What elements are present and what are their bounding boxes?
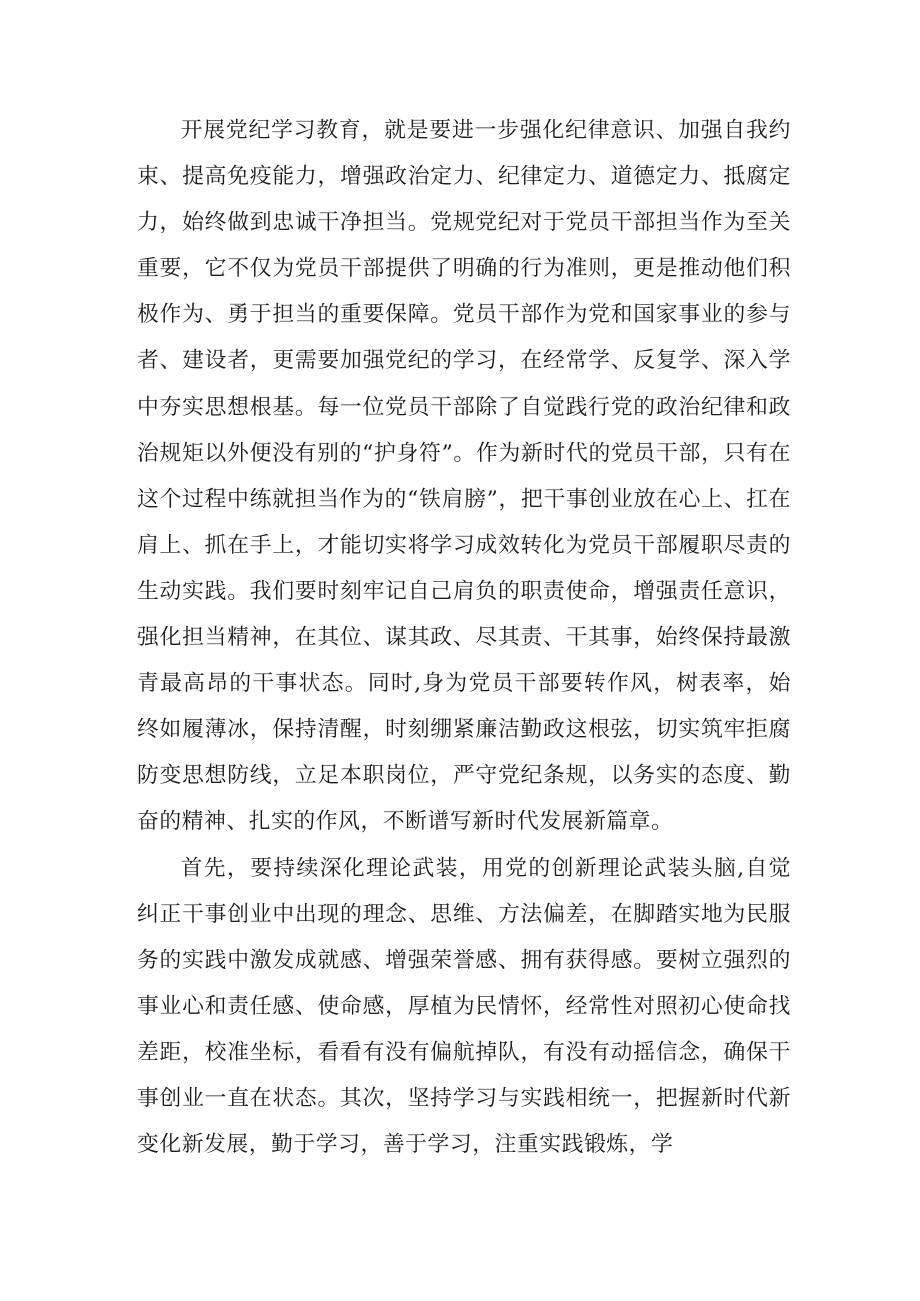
document-body [137,108,791,1168]
paragraph-1: 开展党纪学习教育，就是要进一步强化纪律意识、加强自我约束、提高免疫能力，增强政治定力、纪律定力、道德定力、抵腐定力，始终做到忠诚干净担当。党规党纪对于党员干部担当作为至关重要，它不仅为党员干部提供了明确的行为准则，更是推动他们积极作为、勇于担当的重要保障。党员干部作为党和国家事业的参与者、建设者，更需要加强党纪的学习，在经常学、反复学、深入学中夯实思想根基。每一位党员干部除了自觉践行党的政治纪律和政治规矩以外便没有别的“护身符”。作为新时代的党员干部，只有在这个过程中练就担当作为的“铁肩膀”，把干事创业放在心上、扛在肩上、抓在手上，才能切实将学习成效转化为党员干部履职尽责的生动实践。我们要时刻牢记自己肩负的职责使命，增强责任意识，强化担当精神，在其位、谋其政、尽其责、干其事，始终保持最激青最高昂的干事状态。同时,身为党员干部要转作风，树表率，始终如履薄冰，保持清醒，时刻绷紧廉洁勤政这根弦，切实筑牢拒腐防变思想防线，立足本职岗位，严守党纪条规，以务实的态度、勤奋的精神、扎实的作风，不断谱写新时代发展新篇章。 [137,118,791,835]
paragraph-2: 首先，要持续深化理论武装，用党的创新理论武装头脑,自觉纠正干事创业中出现的理念、思维、方法偏差，在脚踏实地为民服务的实践中激发成就感、增强荣誉感、拥有获得感。要树立强烈的事业心和责任感、使命感，厚植为民情怀，经常性对照初心使命找差距，校准坐标，看看有没有偏航掉队，有没有动摇信念，确保干事创业一直在状态。其次，坚持学习与实践相统一，把握新时代新变化新发展，勤于学习，善于学习，注重实践锻炼，学 [137,855,791,1158]
